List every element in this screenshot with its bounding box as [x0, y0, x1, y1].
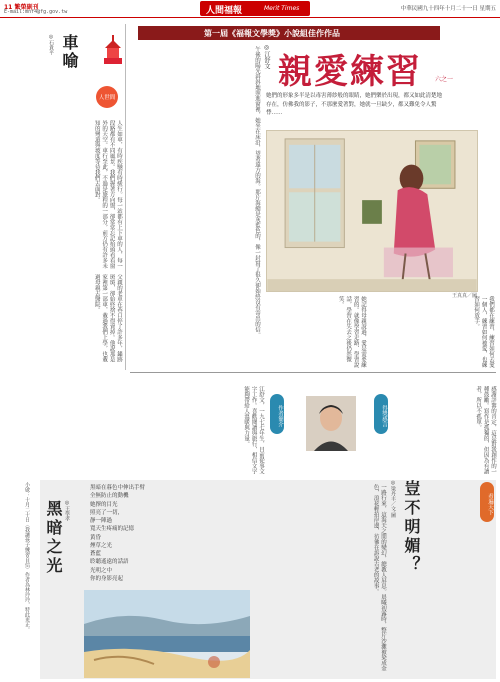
poem-line: 黑暗在暮色中伸出手臂 [90, 485, 146, 491]
poem-line: 煙草之光 [90, 542, 113, 549]
poem-line: 靜一陣過 [90, 518, 113, 524]
masthead-en: Merit Times [264, 5, 300, 12]
issue-date: 中華民國九十四年十月二十一日 星期五 [400, 6, 496, 12]
feature-illustration [266, 130, 478, 292]
poem-line: 蒼藍 [90, 551, 102, 557]
page-number: 11 繁榮副刊 [4, 4, 39, 11]
feature-body-b: 她記得母親說過，愛是需要練習的。就像學習走路、學習說話，學習在失去之後仍然微笑。 [337, 296, 366, 368]
email-link[interactable]: E-mail:mnf4@fg.gov.tw [4, 9, 68, 15]
speech-badge: 得獎感言 [374, 394, 388, 434]
poem-body [90, 484, 250, 582]
essay-badge: 看遍天下 [480, 482, 494, 522]
poem-author: ◎王學孝 [64, 500, 70, 521]
feature-synopsis: 她們的形象多半是以毒害薄紗般的眼睛，她們樂於出現，都又如此清楚地存在，仿佛我的影子，不那麼愛著對，她就一旦缺少，都又難免令人驚悸…… [266, 93, 443, 117]
feature-body-a: 午後的陽光斜斜地照進窗裡，她坐在床沿，望著遠方的海。那片海總是灰藍色的，像一封寫了很久卻始終沒有寄出的信。 [254, 46, 260, 338]
poem-line: 聆聽遙遠的話語 [90, 559, 129, 566]
header-bar [0, 0, 500, 18]
left-byline: ◎石貴平 [48, 34, 54, 55]
feature-banner [138, 26, 440, 40]
section-title: 車喻 [60, 34, 79, 70]
left-body-2: 父親的老車在巷口停了許多年，鏽跡斑斑，卻始終捨不得賣掉。他說那是家裡第一部車，載過我們上學，也載過母親去醫院。 [93, 274, 122, 362]
feature-author: ◎江舒文 [263, 44, 270, 69]
illustration-credit: 王真真／圖 [452, 293, 478, 299]
author-portrait [306, 396, 356, 451]
feature-title: 親愛練習 [278, 52, 422, 92]
feature-body-c: 我們都在練習，練習如何去愛一個人，練習如何被愛，也練習如何放手。 [473, 296, 494, 368]
feature-episode: 六之一 [435, 76, 454, 83]
feature-banner-text: 第一屆《福報文學獎》小說組佳作作品 [204, 28, 340, 38]
essay-body: 一路行來，這海天之間的變幻，總教人屏息。晨曦初露時，整片沙灘被染成金色，浪花輕拍岸邊，彷彿在訴說古老的故事。 [372, 484, 386, 671]
profile-badge: 作者簡介 [270, 394, 284, 434]
poem-line: 她擇的目光 [90, 501, 118, 508]
essay-title: 豈不明媚？ [402, 480, 421, 575]
masthead-cn: 人間福報 [206, 6, 243, 16]
left-column [4, 24, 126, 370]
correction-note: 小啟：十月二十日〈我讓孩子練習自信〉作者為林玲玲，特此更正。 [24, 482, 30, 632]
poem-line: 黃昏 [90, 534, 102, 541]
poem-line: 照亮了一切， [90, 509, 124, 516]
profile-text: 江舒文，一九七七年生，目前從事文字工作。喜歡閱讀與旅行，相信文字能夠帶給人溫暖與力量。 [243, 386, 264, 474]
poem-line: 你的身影亮起 [90, 575, 124, 582]
speech-text: 感謝評審的肯定，這是對我創作的一種鼓勵。寫作是孤獨的，但因為有讀者，所以不孤單。 [475, 386, 496, 474]
badge-renshijian: 人世間 [96, 86, 118, 108]
poem-line: 光明之中 [90, 567, 113, 574]
section-divider [130, 372, 496, 373]
poem-line: 全無防止的動機 [90, 493, 129, 500]
poem-title: 黑暗之光 [44, 500, 63, 576]
essay-author: ◎梁丹丰／文‧圖 [390, 480, 396, 518]
landscape-painting [84, 590, 250, 678]
masthead-logo [200, 1, 310, 16]
left-body: 人生如車，有時疾馳有時緩行。每一站都有上下車的人，每一段路都有不同風景。我們握著方向盤，卻常常忘記抬頭看看窗外的天空。車行至此，不過是旅程的一部分，前方仍有許多未知的彎道與坡度等待我們去面對。 [93, 120, 122, 269]
poem-line: 寬天生疼痛的記憶 [90, 526, 135, 533]
tower-icon [102, 34, 124, 64]
